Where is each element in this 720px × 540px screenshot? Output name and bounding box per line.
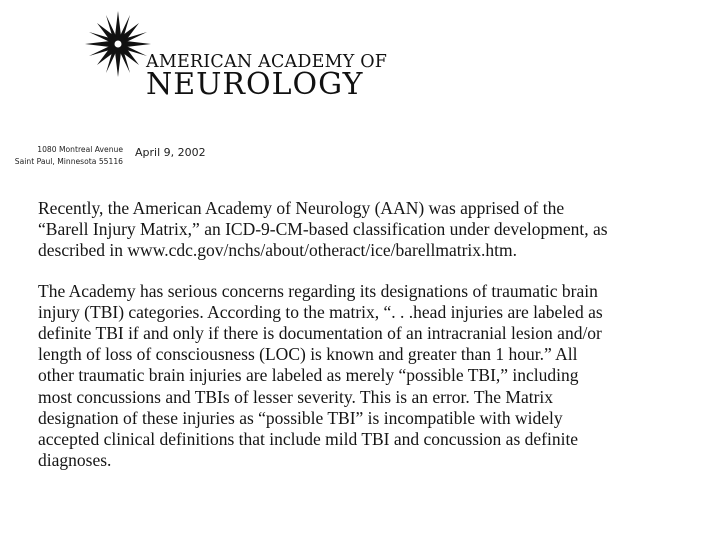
paragraph-2-line: injury (TBI) categories. According to the matrix, “. . .head injuries are labeled as <box>38 301 603 322</box>
org-name-line2: NEUROLOGY <box>146 67 364 102</box>
address-line1: 1080 Montreal Avenue <box>37 145 123 154</box>
letterhead <box>84 10 388 110</box>
paragraph-1-line: “Barell Injury Matrix,” an ICD-9-CM-based classification under development, as <box>38 219 608 240</box>
paragraph-1-line: Recently, the American Academy of Neurology (AAN) was apprised of the <box>38 198 565 218</box>
paragraph-1-line: described in www.cdc.gov/nchs/about/otheract/ice/barellmatrix.htm. <box>38 240 517 261</box>
paragraph-2 <box>38 281 698 472</box>
address-line2: Saint Paul, Minnesota 55116 <box>14 157 123 166</box>
paragraph-2-line: other traumatic brain injuries are labeled as merely “possible TBI,” including <box>38 365 579 386</box>
paragraph-1 <box>38 198 698 262</box>
letter-body <box>38 198 698 471</box>
paragraph-2-line: The Academy has serious concerns regarding its designations of traumatic brain <box>38 280 598 301</box>
letter-date: April 9, 2002 <box>135 146 206 159</box>
address-block <box>8 144 123 168</box>
paragraph-2-line: most concussions and TBIs of lesser severity. This is an error. The Matrix <box>38 386 554 407</box>
paragraph-2-line: definite TBI if and only if there is documentation of an intracranial lesion and/or <box>38 323 602 344</box>
paragraph-2-line: length of loss of consciousness (LOC) is known and greater than 1 hour.” All <box>38 344 578 365</box>
paragraph-2-line: designation of these injuries as “possible TBI” is incompatible with widely <box>38 407 563 428</box>
paragraph-2-line: diagnoses. <box>38 450 112 471</box>
paragraph-2-line: accepted clinical definitions that include mild TBI and concussion as definite <box>38 429 579 450</box>
starburst-logo-icon <box>84 10 152 80</box>
org-name-line1: AMERICAN ACADEMY OF <box>146 52 388 72</box>
